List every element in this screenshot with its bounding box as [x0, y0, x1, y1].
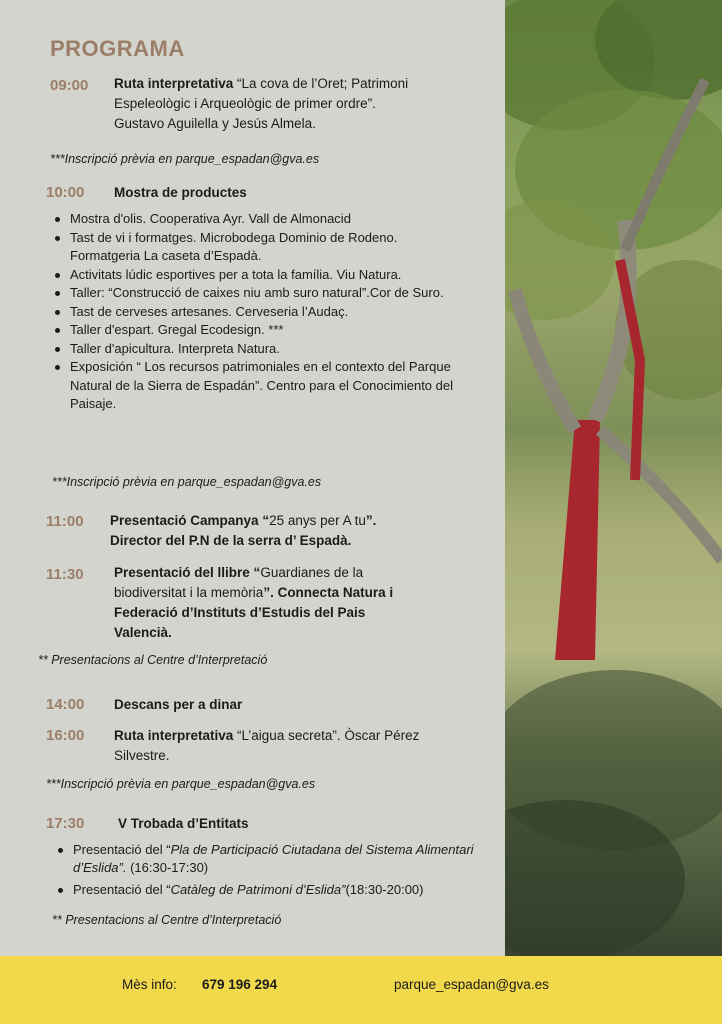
page-title: PROGRAMA [50, 36, 185, 61]
event-desc: Valencià. [114, 625, 172, 640]
list-item: Tast de vi i formatges. Microbodega Dominio de Rodeno. Formatgeria La caseta d’Espadà. [52, 229, 462, 266]
time-1600: 16:00 [46, 727, 85, 744]
time-0900: 09:00 [50, 77, 89, 94]
event-title-text: V Trobada d’Entitats [118, 816, 249, 831]
list-item: Mostra d'olis. Cooperativa Ayr. Vall de Almonacid [52, 210, 462, 229]
time-1400: 14:00 [46, 696, 85, 713]
event-desc: Federació d’Instituts d’Estudis del Pais [114, 605, 366, 620]
forest-illustration [505, 0, 722, 956]
event-title: Presentació del llibre “ [114, 565, 261, 580]
event-desc: biodiversitat i la memòria [114, 585, 264, 600]
inscription-note: ***Inscripció prèvia en parque_espadan@gva.es [46, 777, 316, 791]
event-desc: 25 anys per A tu [269, 513, 366, 528]
event-title-text: Mostra de productes [114, 185, 247, 200]
phone-number[interactable]: 679 196 294 [202, 977, 278, 992]
inscription-note: ***Inscripció prèvia en parque_espadan@gva.es [50, 152, 320, 166]
event-desc: Silvestre. [114, 748, 170, 763]
cork-oak-photo [505, 0, 722, 956]
products-list [52, 210, 462, 414]
event-title: Presentació Campanya “ [110, 513, 270, 528]
time-1100: 11:00 [46, 513, 84, 530]
list-item: Taller: “Construcció de caixes niu amb suro natural”.Cor de Suro. [52, 284, 462, 303]
time-1730: 17:30 [46, 815, 85, 832]
presentations-note: ** Presentacions al Centre d’Interpretació [52, 913, 282, 927]
email-link[interactable]: parque_espadan@gva.es [394, 977, 549, 992]
event-title: ”. [365, 513, 377, 528]
list-item: Presentació del “Catàleg de Patrimoni d’Eslida”(18:30-20:00) [55, 881, 475, 899]
list-item: Tast de cerveses artesanes. Cerveseria l’Audaç. [52, 303, 462, 322]
list-item: Exposición “ Los recursos patrimoniales en el contexto del Parque Natural de la Sierra de Espadán”. Centro para el Conocimiento del Paisaje. [52, 358, 462, 414]
event-llibre [114, 563, 504, 643]
entitats-list [55, 841, 475, 899]
event-title: Ruta interpretativa [114, 728, 234, 743]
event-desc: Espeleològic i Arqueològic de primer ordre”. [114, 96, 376, 111]
time-1130: 11:30 [46, 566, 84, 583]
list-item: Presentació del “Pla de Participació Ciutadana del Sistema Alimentari d’Eslida”. (16:30-17:30) [55, 841, 475, 877]
event-desc: Director del P.N de la serra d’ Espadà. [110, 533, 352, 548]
event-desc: Gustavo Aguilella y Jesús Almela. [114, 116, 316, 131]
event-desc: “La cova de l’Oret; Patrimoni [233, 76, 409, 91]
event-ruta-oret [114, 74, 499, 134]
inscription-note: ***Inscripció prèvia en parque_espadan@gva.es [52, 475, 322, 489]
footer-bar [0, 956, 722, 1024]
list-item: Activitats lúdic esportives per a tota la família. Viu Natura. [52, 266, 462, 285]
time-1000: 10:00 [46, 184, 85, 201]
event-title-text: Descans per a dinar [114, 697, 243, 712]
event-title [118, 814, 249, 834]
event-aigua [114, 726, 499, 766]
event-desc: “L’aigua secreta”. Òscar Pérez [233, 728, 420, 743]
event-desc: ”. Connecta Natura i [263, 585, 394, 600]
list-item: Taller d'apicultura. Interpreta Natura. [52, 340, 462, 359]
event-title: Ruta interpretativa [114, 76, 234, 91]
event-campanya [110, 511, 500, 551]
list-item: Taller d'espart. Gregal Ecodesign. *** [52, 321, 462, 340]
event-title [114, 695, 242, 715]
event-title [114, 183, 247, 203]
presentations-note: ** Presentacions al Centre d’Interpretació [38, 653, 268, 667]
event-desc: Guardianes de la [260, 565, 364, 580]
more-info-label: Mès info: [122, 977, 177, 992]
